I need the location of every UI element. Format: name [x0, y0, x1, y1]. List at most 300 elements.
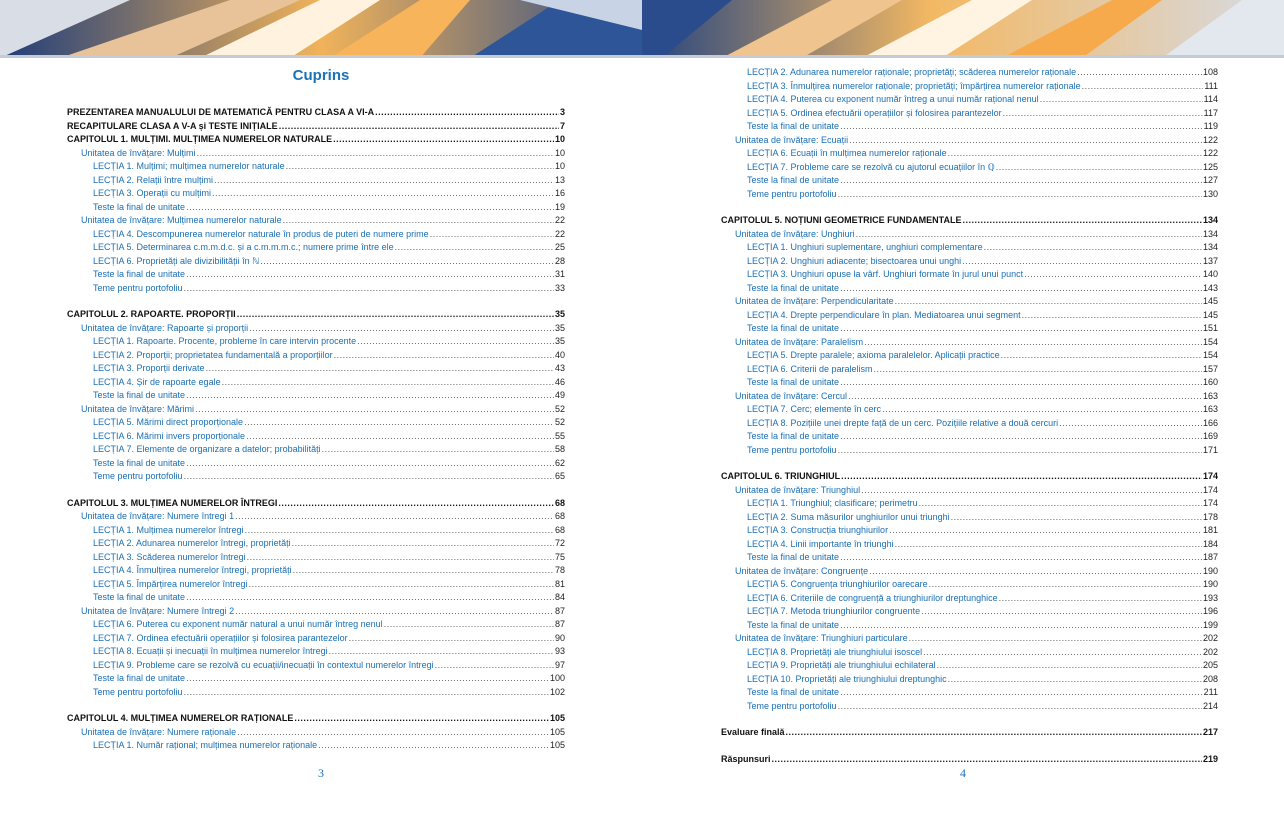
dot-leader: [195, 403, 554, 417]
toc-entry-title: LECȚIA 2. Adunarea numerelor raționale; proprietăți; scăderea numerelor raționale: [747, 67, 1077, 77]
toc-lesson-entry[interactable]: [67, 672, 565, 686]
toc-lesson-entry[interactable]: [67, 349, 565, 363]
toc-entry-page: 43: [554, 363, 565, 373]
toc-entry-page: 174: [1202, 484, 1218, 495]
toc-entry-title: LECȚIA 7. Cerc; elemente în cerc: [747, 404, 882, 414]
toc-entry-title: LECȚIA 1. Număr rațional; mulțimea numerelor raționale: [93, 740, 318, 750]
dot-leader: [395, 241, 554, 255]
toc-entry-title: LECȚIA 4. Drepte perpendiculare în plan. Mediatoarea unui segment: [747, 309, 1021, 320]
toc-entry-page: 211: [1203, 687, 1218, 697]
dot-leader: [1003, 107, 1203, 121]
dot-leader: [963, 214, 1202, 228]
toc-entry-title: PREZENTAREA MANUALULUI DE MATEMATICĂ PENTRU CLASA A VI-A: [67, 107, 375, 117]
toc-lesson-entry[interactable]: [721, 376, 1218, 390]
dot-leader: [249, 322, 554, 336]
toc-lesson-entry[interactable]: [67, 362, 565, 376]
toc-entry-title: CAPITOLUL 6. TRIUNGHIUL: [721, 471, 841, 481]
toc-lesson-entry[interactable]: [67, 376, 565, 390]
toc-lesson-entry[interactable]: [721, 241, 1218, 255]
toc-entry-page: 90: [554, 632, 565, 643]
dot-leader: [889, 524, 1202, 538]
dot-leader: [292, 537, 554, 551]
toc-lesson-entry[interactable]: [67, 443, 565, 457]
toc-entry-title: Teste la final de unitate: [747, 431, 840, 441]
dot-leader: [184, 686, 549, 700]
toc-lesson-entry[interactable]: [67, 551, 565, 565]
dot-leader: [848, 390, 1202, 404]
dot-leader: [840, 619, 1202, 633]
dot-leader: [849, 134, 1202, 148]
toc-lesson-entry[interactable]: [721, 66, 1218, 80]
toc-entry-page: 117: [1203, 107, 1218, 118]
toc-entry-title: LECȚIA 1. Triunghiul; clasificare; perimetru: [747, 498, 918, 508]
dot-leader: [856, 228, 1202, 242]
dot-leader: [838, 700, 1202, 714]
dot-leader: [948, 673, 1202, 687]
dot-leader: [861, 484, 1202, 498]
toc-lesson-entry[interactable]: [67, 255, 565, 269]
page-number: 3: [318, 766, 324, 780]
toc-lesson-entry[interactable]: [721, 646, 1218, 660]
dot-leader: [322, 443, 554, 457]
toc-entry-page: 78: [554, 565, 565, 575]
toc-entry-title: LECȚIA 5. Drepte paralele; axioma paralelelor. Aplicații practice: [747, 350, 1000, 360]
toc-entry-title: Teste la final de unitate: [93, 457, 186, 468]
dot-leader: [249, 578, 554, 592]
toc-lesson-entry[interactable]: [721, 255, 1218, 269]
toc-lesson-entry[interactable]: [67, 739, 565, 753]
toc-entry-title: LECȚIA 6. Puterea cu exponent număr natural a unui număr întreg nenul: [93, 619, 383, 629]
toc-unit-entry[interactable]: [67, 214, 565, 228]
dot-leader: [1059, 417, 1202, 431]
dot-leader: [984, 241, 1202, 255]
toc-unit-entry[interactable]: [67, 510, 565, 524]
dot-leader: [235, 605, 554, 619]
toc-entry-page: 214: [1202, 700, 1218, 711]
toc-chapter-entry[interactable]: [721, 214, 1218, 228]
dot-leader: [384, 618, 554, 632]
toc-entry-title: LECȚIA 2. Relații între mulțimi: [93, 174, 214, 185]
toc-entry-page: 13: [554, 174, 565, 185]
toc-chapter-entry[interactable]: [721, 470, 1218, 484]
toc-entry-page: 52: [554, 403, 565, 414]
dot-leader: [197, 147, 554, 161]
dot-leader: [1001, 349, 1202, 363]
toc-entry-page: 10: [554, 147, 565, 158]
toc-entry-title: LECȚIA 7. Elemente de organizare a datelor; probabilități: [93, 444, 321, 454]
toc-unit-entry[interactable]: [67, 322, 565, 336]
toc-entry-title: LECȚIA 3. Înmulțirea numerelor raționale; proprietăți; împărțirea numerelor raționale: [747, 80, 1081, 91]
dot-leader: [1040, 93, 1203, 107]
toc-entry-page: 122: [1202, 148, 1218, 158]
toc-lesson-entry[interactable]: [67, 241, 565, 255]
dot-leader: [349, 632, 554, 646]
dot-leader: [206, 362, 554, 376]
dot-leader: [840, 322, 1202, 336]
toc-entry-title: Unitatea de învățare: Perpendicularitate: [735, 296, 894, 306]
toc-lesson-entry[interactable]: [721, 93, 1218, 107]
dot-leader: [246, 430, 554, 444]
toc-lesson-entry[interactable]: [721, 322, 1218, 336]
toc-entry-title: Teste la final de unitate: [93, 390, 186, 400]
toc-entry-title: Teste la final de unitate: [747, 282, 840, 293]
dot-leader: [1022, 309, 1202, 323]
toc-entry-title: Unitatea de învățare: Cercul: [735, 390, 848, 401]
dot-leader: [929, 578, 1202, 592]
toc-lesson-entry[interactable]: [721, 349, 1218, 363]
toc-lesson-entry[interactable]: [721, 430, 1218, 444]
toc-lesson-entry[interactable]: [721, 619, 1218, 633]
toc-entry-page: 178: [1202, 511, 1218, 522]
toc-lesson-entry[interactable]: [721, 161, 1218, 175]
toc-entry-page: 75: [554, 551, 565, 562]
toc-entry-page: 100: [549, 673, 565, 683]
page-number: 4: [960, 766, 966, 780]
toc-entry-title: Unitatea de învățare: Mulțimi: [81, 147, 196, 158]
toc-entry-title: Unitatea de învățare: Unghiuri: [735, 228, 855, 239]
toc-lesson-entry[interactable]: [721, 538, 1218, 552]
dot-leader: [375, 106, 559, 120]
section-spacer: [721, 740, 1218, 753]
toc-entry-page: 108: [1202, 67, 1218, 77]
toc-lesson-entry[interactable]: [67, 591, 565, 605]
dot-leader: [874, 363, 1202, 377]
toc-entry-page: 157: [1202, 363, 1218, 374]
toc-entry-title: LECȚIA 4. Puterea cu exponent număr întreg a unui număr rațional nenul: [747, 94, 1039, 104]
toc-lesson-entry[interactable]: [67, 578, 565, 592]
dot-leader: [237, 726, 549, 740]
toc-lesson-entry[interactable]: [721, 659, 1218, 673]
toc-lesson-entry[interactable]: [67, 228, 565, 242]
toc-entry-page: 105: [549, 726, 565, 737]
toc-entry-title: LECȚIA 2. Suma măsurilor unghiurilor unui triunghi: [747, 511, 950, 522]
toc-entry-page: 190: [1202, 579, 1218, 589]
toc-entry-title: LECȚIA 1. Rapoarte. Procente, probleme în care intervin procente: [93, 336, 357, 346]
toc-lesson-entry[interactable]: [721, 174, 1218, 188]
toc-unit-entry[interactable]: [721, 336, 1218, 350]
toc-entry-title: LECȚIA 6. Mărimi invers proporționale: [93, 430, 246, 441]
dot-leader: [838, 444, 1202, 458]
toc-entry-title: LECȚIA 1. Mulțimi; mulțimea numerelor naturale: [93, 161, 285, 171]
dot-leader: [244, 416, 554, 430]
dot-leader: [184, 470, 554, 484]
toc-entry-title: LECȚIA 8. Ecuații și inecuații în mulțimea numerelor întregi: [93, 646, 328, 656]
toc-lesson-entry[interactable]: [67, 686, 565, 700]
toc-entry-page: 130: [1202, 188, 1218, 199]
toc-entry-page: 190: [1202, 565, 1218, 576]
toc-entry-title: Evaluare finală: [721, 727, 785, 737]
toc-entry-title: LECȚIA 9. Proprietăți ale triunghiului echilateral: [747, 660, 936, 670]
toc-lesson-entry[interactable]: [67, 389, 565, 403]
dot-leader: [186, 457, 554, 471]
toc-entry-page: 154: [1202, 336, 1218, 347]
toc-entry-title: LECȚIA 5. Determinarea c.m.m.d.c. și a c.m.m.m.c.; numere prime între ele: [93, 242, 394, 252]
toc-entry-title: LECȚIA 5. Ordinea efectuării operațiilor și folosirea parantezelor: [747, 107, 1002, 118]
dot-leader: [919, 497, 1202, 511]
toc-chapter-entry[interactable]: [67, 133, 565, 147]
toc-lesson-entry[interactable]: [67, 564, 565, 578]
toc-entry-title: RECAPITULARE CLASA A V-A și TESTE INIȚIALE: [67, 120, 278, 131]
toc-entry-title: LECȚIA 4. Șir de rapoarte egale: [93, 376, 221, 387]
dot-leader: [840, 282, 1202, 296]
toc-entry-page: 68: [554, 524, 565, 535]
toc-entry-title: CAPITOLUL 3. MULȚIMEA NUMERELOR ÎNTREGI: [67, 497, 278, 508]
toc-lesson-entry[interactable]: [721, 107, 1218, 121]
dot-leader: [840, 174, 1202, 188]
dot-leader: [278, 497, 554, 511]
toc-entry-page: 127: [1202, 175, 1218, 185]
toc-lesson-entry[interactable]: [721, 444, 1218, 458]
toc-lesson-entry[interactable]: [721, 363, 1218, 377]
dot-leader: [186, 389, 554, 403]
toc-entry-title: Teme pentru portofoliu: [93, 471, 183, 481]
toc-lesson-entry[interactable]: [67, 618, 565, 632]
dot-leader: [838, 188, 1202, 202]
dot-leader: [283, 214, 554, 228]
toc-lesson-entry[interactable]: [67, 174, 565, 188]
toc-chapter-entry[interactable]: [67, 712, 565, 726]
page-title: Cuprins: [292, 67, 350, 84]
dot-leader: [840, 120, 1203, 134]
section-spacer: [721, 713, 1218, 726]
toc-entry-title: CAPITOLUL 5. NOȚIUNI GEOMETRICE FUNDAMENTALE: [721, 215, 962, 225]
toc-entry-page: 46: [554, 376, 565, 387]
toc-lesson-entry[interactable]: [721, 403, 1218, 417]
toc-chapter-entry[interactable]: [67, 106, 565, 120]
dot-leader: [923, 646, 1202, 660]
toc-lesson-entry[interactable]: [67, 335, 565, 349]
toc-lesson-entry[interactable]: [721, 592, 1218, 606]
dot-leader: [996, 161, 1202, 175]
toc-lesson-entry[interactable]: [67, 524, 565, 538]
toc-entry-page: 140: [1202, 269, 1218, 279]
toc-lesson-entry[interactable]: [721, 417, 1218, 431]
toc-entry-title: Teste la final de unitate: [747, 687, 840, 697]
toc-entry-title: Unitatea de învățare: Numere întregi 2: [81, 605, 235, 616]
dot-leader: [357, 335, 554, 349]
toc-entry-page: 205: [1202, 660, 1218, 670]
toc-entry-title: LECȚIA 4. Înmulțirea numerelor întregi, proprietăți: [93, 565, 292, 575]
toc-entry-title: LECȚIA 2. Unghiuri adiacente; bisectoarea unui unghi: [747, 255, 962, 266]
toc-chapter-entry[interactable]: [67, 120, 565, 134]
toc-entry-page: 62: [554, 457, 565, 468]
toc-entry-page: 174: [1202, 471, 1218, 481]
toc-entry-page: 22: [554, 215, 565, 225]
toc-entry-page: 145: [1202, 309, 1218, 320]
toc-unit-entry[interactable]: [67, 147, 565, 161]
toc-entry-page: 199: [1202, 619, 1218, 630]
table-of-contents: [721, 66, 1218, 766]
toc-lesson-entry[interactable]: [721, 188, 1218, 202]
toc-entry-page: 137: [1202, 255, 1218, 266]
dot-leader: [840, 686, 1203, 700]
toc-lesson-entry[interactable]: [721, 551, 1218, 565]
right-page: [642, 0, 1284, 819]
dot-leader: [999, 592, 1202, 606]
toc-entry-page: 145: [1202, 296, 1218, 306]
toc-entry-title: Unitatea de învățare: Rapoarte și proporții: [81, 322, 249, 333]
toc-lesson-entry[interactable]: [67, 160, 565, 174]
toc-lesson-entry[interactable]: [67, 457, 565, 471]
dot-leader: [921, 605, 1202, 619]
toc-lesson-entry[interactable]: [721, 309, 1218, 323]
dot-leader: [435, 659, 554, 673]
toc-lesson-entry[interactable]: [721, 605, 1218, 619]
toc-lesson-entry[interactable]: [721, 120, 1218, 134]
toc-entry-page: 219: [1202, 753, 1218, 764]
toc-entry-title: LECȚIA 3. Construcția triunghiurilor: [747, 525, 889, 535]
toc-entry-title: LECȚIA 8. Pozițiile unei drepte față de un cerc. Pozițiile relative a două cercuri: [747, 417, 1059, 428]
toc-lesson-entry[interactable]: [67, 632, 565, 646]
toc-entry-page: 105: [549, 740, 565, 750]
dot-leader: [235, 510, 554, 524]
section-spacer: [721, 457, 1218, 470]
toc-entry-title: LECȚIA 6. Criteriile de congruență a triunghiurilor dreptunghice: [747, 592, 998, 603]
toc-entry-title: LECȚIA 3. Unghiuri opuse la vârf. Unghiuri formate în jurul unui punct: [747, 269, 1024, 279]
toc-entry-title: LECȚIA 6. Criterii de paralelism: [747, 363, 873, 374]
toc-entry-title: Unitatea de învățare: Triunghiul: [735, 484, 861, 495]
dot-leader: [214, 174, 554, 188]
toc-entry-page: 65: [554, 471, 565, 481]
toc-lesson-entry[interactable]: [67, 645, 565, 659]
toc-entry-title: LECȚIA 10. Proprietăți ale triunghiului dreptunghic: [747, 673, 947, 684]
toc-entry-title: Teste la final de unitate: [93, 201, 186, 212]
toc-lesson-entry[interactable]: [721, 673, 1218, 687]
toc-lesson-entry[interactable]: [67, 416, 565, 430]
toc-entry-title: Teme pentru portofoliu: [747, 444, 837, 455]
toc-unit-entry[interactable]: [721, 565, 1218, 579]
toc-chapter-entry[interactable]: [721, 753, 1218, 767]
toc-entry-title: Răspunsuri: [721, 753, 771, 764]
dot-leader: [318, 739, 549, 753]
toc-entry-page: 217: [1202, 727, 1218, 737]
section-spacer: [67, 295, 565, 308]
toc-entry-page: 35: [554, 322, 565, 333]
toc-entry-page: 81: [554, 578, 565, 589]
toc-lesson-entry[interactable]: [721, 700, 1218, 714]
dot-leader: [260, 255, 554, 269]
toc-entry-page: 35: [554, 336, 565, 346]
toc-lesson-entry[interactable]: [67, 470, 565, 484]
dot-leader: [962, 255, 1202, 269]
toc-entry-page: 171: [1202, 444, 1218, 455]
toc-entry-page: 19: [554, 201, 565, 212]
toc-lesson-entry[interactable]: [721, 511, 1218, 525]
toc-chapter-entry[interactable]: [721, 726, 1218, 740]
toc-lesson-entry[interactable]: [67, 187, 565, 201]
toc-entry-title: LECȚIA 2. Adunarea numerelor întregi, proprietăți: [93, 538, 291, 548]
toc-lesson-entry[interactable]: [721, 282, 1218, 296]
toc-entry-page: 119: [1203, 121, 1218, 131]
toc-entry-title: CAPITOLUL 4. MULȚIMEA NUMERELOR RAȚIONALE: [67, 713, 294, 723]
toc-lesson-entry[interactable]: [721, 497, 1218, 511]
header-banner: [0, 0, 642, 58]
dot-leader: [212, 187, 554, 201]
dot-leader: [293, 564, 554, 578]
toc-lesson-entry[interactable]: [721, 268, 1218, 282]
toc-entry-title: LECȚIA 7. Metoda triunghiurilor congruente: [747, 606, 921, 616]
dot-leader: [1024, 268, 1202, 282]
toc-entry-title: CAPITOLUL 1. MULȚIMI. MULȚIMEA NUMERELOR NATURALE: [67, 134, 333, 144]
toc-entry-title: LECȚIA 5. Mărimi direct proporționale: [93, 417, 244, 427]
toc-lesson-entry[interactable]: [721, 147, 1218, 161]
header-banner: [642, 0, 1284, 58]
toc-lesson-entry[interactable]: [67, 430, 565, 444]
toc-entry-title: Teste la final de unitate: [747, 175, 840, 185]
toc-entry-title: LECȚIA 6. Proprietăți ale divizibilității în ℕ: [93, 255, 260, 266]
toc-unit-entry[interactable]: [721, 228, 1218, 242]
toc-entry-page: 187: [1202, 552, 1218, 562]
toc-entry-page: 122: [1202, 134, 1218, 145]
toc-lesson-entry[interactable]: [721, 524, 1218, 538]
dot-leader: [333, 133, 554, 147]
toc-unit-entry[interactable]: [721, 295, 1218, 309]
toc-entry-page: 160: [1202, 377, 1218, 387]
toc-lesson-entry[interactable]: [67, 659, 565, 673]
toc-entry-title: Unitatea de învățare: Ecuații: [735, 134, 849, 145]
dot-leader: [286, 160, 554, 174]
toc-entry-page: 35: [554, 309, 565, 319]
toc-entry-title: LECȚIA 5. Congruența triunghiurilor oarecare: [747, 579, 928, 589]
toc-entry-page: 163: [1202, 404, 1218, 414]
toc-entry-title: Unitatea de învățare: Numere întregi 1: [81, 511, 235, 521]
toc-lesson-entry[interactable]: [67, 201, 565, 215]
toc-entry-page: 102: [549, 686, 565, 697]
toc-entry-page: 97: [554, 659, 565, 670]
toc-lesson-entry[interactable]: [67, 537, 565, 551]
toc-entry-page: 84: [554, 592, 565, 602]
toc-entry-title: Unitatea de învățare: Numere raționale: [81, 726, 237, 737]
dot-leader: [222, 376, 554, 390]
toc-lesson-entry[interactable]: [721, 80, 1218, 94]
toc-entry-page: 202: [1202, 646, 1218, 657]
toc-chapter-entry[interactable]: [67, 497, 565, 511]
toc-unit-entry[interactable]: [721, 484, 1218, 498]
toc-unit-entry[interactable]: [67, 605, 565, 619]
toc-entry-title: LECȚIA 4. Linii importante în triunghi: [747, 538, 894, 549]
toc-lesson-entry[interactable]: [721, 686, 1218, 700]
toc-entry-title: LECȚIA 9. Probleme care se rezolvă cu ecuații/inecuații în contextul numerelor întregi: [93, 659, 434, 670]
toc-entry-page: 7: [559, 120, 565, 131]
toc-unit-entry[interactable]: [67, 403, 565, 417]
toc-entry-page: 174: [1202, 498, 1218, 508]
toc-entry-page: 184: [1202, 538, 1218, 549]
toc-unit-entry[interactable]: [721, 134, 1218, 148]
toc-unit-entry[interactable]: [67, 726, 565, 740]
toc-entry-page: 16: [554, 188, 565, 198]
toc-chapter-entry[interactable]: [67, 308, 565, 322]
dot-leader: [186, 201, 554, 215]
dot-leader: [245, 524, 554, 538]
toc-unit-entry[interactable]: [721, 632, 1218, 646]
toc-lesson-entry[interactable]: [67, 282, 565, 296]
toc-entry-page: 193: [1202, 592, 1218, 603]
dot-leader: [279, 120, 559, 134]
dot-leader: [951, 511, 1202, 525]
toc-entry-title: Teme pentru portofoliu: [93, 282, 183, 293]
toc-lesson-entry[interactable]: [721, 578, 1218, 592]
toc-entry-page: 93: [554, 646, 565, 656]
toc-entry-page: 134: [1202, 228, 1218, 239]
toc-entry-page: 40: [554, 349, 565, 360]
toc-unit-entry[interactable]: [721, 390, 1218, 404]
section-spacer: [721, 201, 1218, 214]
toc-entry-title: Teste la final de unitate: [747, 323, 840, 333]
toc-entry-title: Teme pentru portofoliu: [93, 686, 183, 697]
toc-lesson-entry[interactable]: [67, 268, 565, 282]
toc-entry-page: 10: [554, 161, 565, 171]
toc-entry-page: 125: [1202, 161, 1218, 172]
